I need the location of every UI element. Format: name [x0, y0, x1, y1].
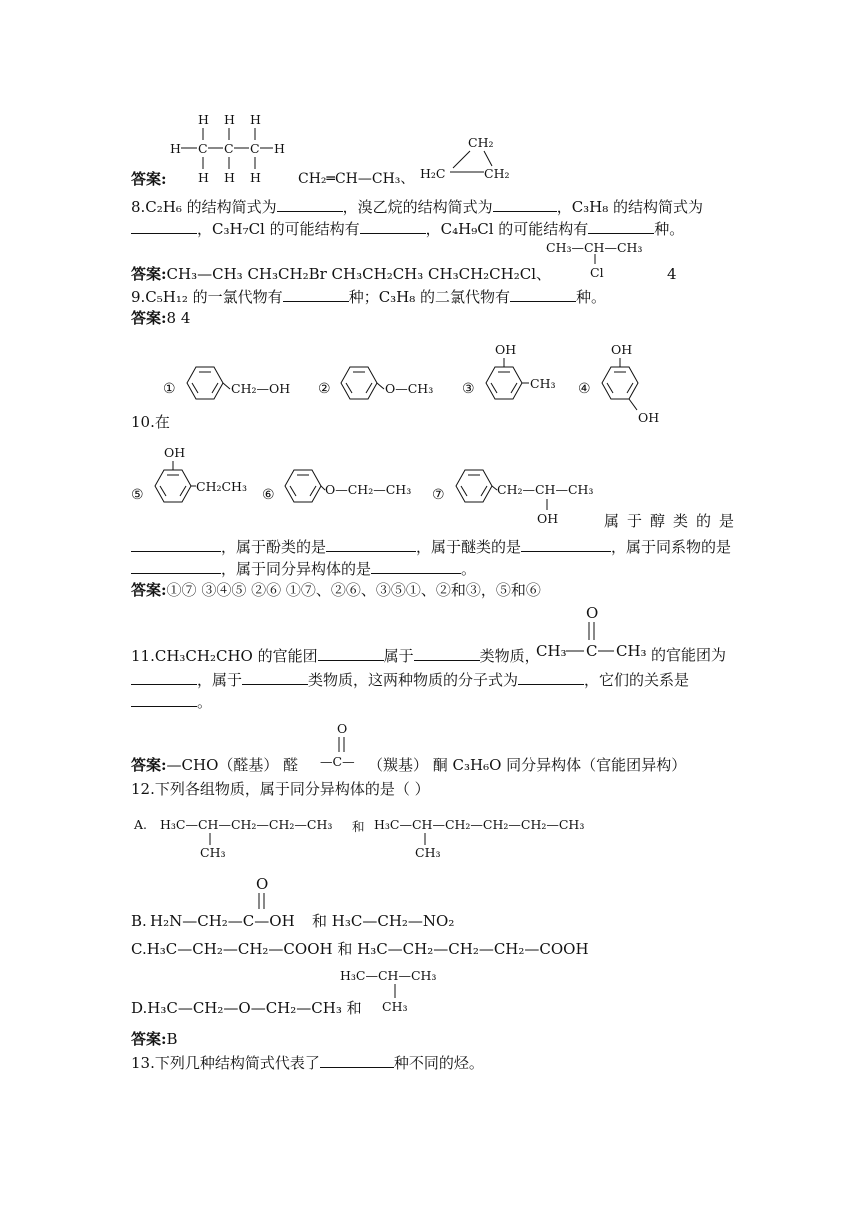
compound-4-ring [597, 340, 677, 430]
branched-chloropropane-cl: Cl [590, 265, 604, 280]
question-12-stem: 12.下列各组物质，属于同分异构体的是（ ） [131, 780, 430, 798]
question-10-line-3: ，属于同分异构体的是 。 [131, 559, 476, 578]
svg-text:OH: OH [611, 342, 633, 357]
question-8-line-2: ，C₃H₇Cl 的可能结构有 ，C₄H₉Cl 的可能结构有 种。 [131, 219, 684, 238]
compound-4-number: ④ [578, 381, 591, 397]
svg-text:CH₂CH₃: CH₂CH₃ [196, 479, 247, 494]
svg-text:O: O [337, 721, 348, 736]
option-d-branch-top: H₃C—CH—CH₃ [340, 968, 437, 983]
svg-text:OH: OH [164, 445, 186, 460]
branched-chloropropane-top: CH₃—CH—CH₃ [546, 240, 643, 255]
compound-6-ring [280, 470, 420, 515]
compound-1-number: ① [163, 381, 176, 397]
option-d-methyl: CH₃ [382, 999, 408, 1014]
svg-text:H₂C: H₂C [420, 166, 446, 181]
question-11-line-1: 11.CH₃CH₂CHO 的官能团 属于 类物质， [131, 647, 540, 665]
svg-text:C: C [250, 141, 260, 156]
answer-9: 答案:8 4 [131, 309, 191, 327]
answer-12: 答案:B [131, 1030, 178, 1048]
compound-5-number: ⑤ [131, 487, 144, 503]
answer-11-b: （羰基） 酮 C₃H₆O 同分异构体（官能团异构） [368, 756, 687, 774]
compound-1-ring [182, 365, 292, 415]
option-a-methyl-2: CH₃ [415, 845, 441, 860]
svg-text:H: H [224, 112, 235, 127]
option-a-formula-1: H₃C—CH—CH₂—CH₂—CH₃ [160, 817, 333, 832]
svg-text:CH₂: CH₂ [468, 135, 494, 150]
compound-2-ring [336, 365, 446, 415]
answer-11-a: 答案:—CHO（醛基） 醛 [131, 756, 299, 774]
compound-5-ring [150, 443, 260, 518]
question-11-line-1-end: 的官能团为 [651, 646, 727, 664]
acetone-structure [536, 604, 656, 666]
question-10-prefix: 10.在 [131, 413, 170, 431]
svg-text:OH: OH [537, 511, 559, 526]
compound-7-number: ⑦ [432, 487, 445, 503]
option-c: C.H₃C—CH₂—CH₂—COOH 和 H₃C—CH₂—CH₂—CH₂—COOH [131, 940, 589, 958]
option-a-and: 和 [352, 819, 365, 834]
propene-formula: CH₂═CH—CH₃、 [298, 171, 415, 187]
question-10-line-2: ，属于酚类的是 ，属于醚类的是 ，属于同系物的是 [131, 537, 731, 556]
svg-text:H: H [250, 112, 261, 127]
question-9: 9.C₅H₁₂ 的一氯代物有 种；C₃H₈ 的二氯代物有 种。 [131, 288, 607, 306]
answer-label-7: 答案: [131, 170, 167, 188]
svg-text:CH₃: CH₃ [616, 642, 647, 660]
svg-text:CH₂—CH—CH₃: CH₂—CH—CH₃ [497, 482, 594, 497]
answer-8-count: 4 [667, 265, 677, 283]
question-8-line-1: 8.C₂H₆ 的结构简式为 ，溴乙烷的结构简式为 ，C₃H₈ 的结构简式为 [131, 198, 704, 216]
option-a-label: A. [134, 817, 148, 832]
question-11-line-3: 。 [131, 692, 212, 711]
option-a-methyl-1: CH₃ [200, 845, 226, 860]
option-b-label: B. [131, 912, 147, 930]
compound-7-ring [451, 470, 611, 530]
svg-text:OH: OH [495, 342, 517, 357]
svg-text:—C—: —C— [320, 754, 355, 769]
svg-text:H: H [224, 170, 235, 185]
svg-text:O: O [586, 604, 599, 622]
question-11-line-2: ，属于 类物质，这两种物质的分子式为 ，它们的关系是 [131, 670, 689, 689]
svg-text:H: H [170, 141, 181, 156]
svg-text:C: C [224, 141, 234, 156]
glycine-structure [150, 875, 320, 935]
svg-text:H: H [198, 112, 209, 127]
option-b-text: 和 H₃C—CH₂—NO₂ [312, 912, 455, 930]
answer-8: 答案:CH₃—CH₃ CH₃CH₂Br CH₃CH₂CH₃ CH₃CH₂CH₂Cl、 [131, 265, 552, 283]
option-a-formula-2: H₃C—CH—CH₂—CH₂—CH₂—CH₃ [374, 817, 585, 832]
svg-text:H₂N—CH₂—C—OH: H₂N—CH₂—C—OH [150, 912, 295, 930]
svg-text:CH₂: CH₂ [484, 166, 510, 181]
cyclopropane-structure [420, 132, 530, 182]
svg-text:OH: OH [638, 410, 660, 425]
compound-6-number: ⑥ [262, 487, 275, 503]
svg-text:CH₃: CH₃ [536, 642, 567, 660]
svg-text:H: H [250, 170, 261, 185]
option-d-text: D.H₃C—CH₂—O—CH₂—CH₃ 和 [131, 999, 362, 1017]
question-13: 13.下列几种结构简式代表了 种不同的烃。 [131, 1054, 484, 1072]
compound-2-number: ② [318, 381, 331, 397]
question-10-alcohol-text: 属于醇类的是 [604, 512, 743, 530]
svg-text:O—CH₂—CH₃: O—CH₂—CH₃ [325, 482, 412, 497]
svg-text:C: C [198, 141, 208, 156]
compound-3-number: ③ [462, 381, 475, 397]
answer-10: 答案:①⑦ ③④⑤ ②⑥ ①⑦、②⑥、③⑤①、②和③，⑤和⑥ [131, 581, 541, 599]
svg-text:O—CH₃: O—CH₃ [385, 381, 434, 396]
svg-text:O: O [256, 875, 269, 893]
svg-text:H: H [274, 141, 285, 156]
svg-text:CH₃: CH₃ [530, 376, 556, 391]
svg-text:H: H [198, 170, 209, 185]
propane-structure [170, 110, 290, 190]
svg-text:C: C [586, 642, 598, 660]
svg-text:CH₂—OH: CH₂—OH [231, 381, 291, 396]
compound-3-ring [481, 340, 571, 415]
